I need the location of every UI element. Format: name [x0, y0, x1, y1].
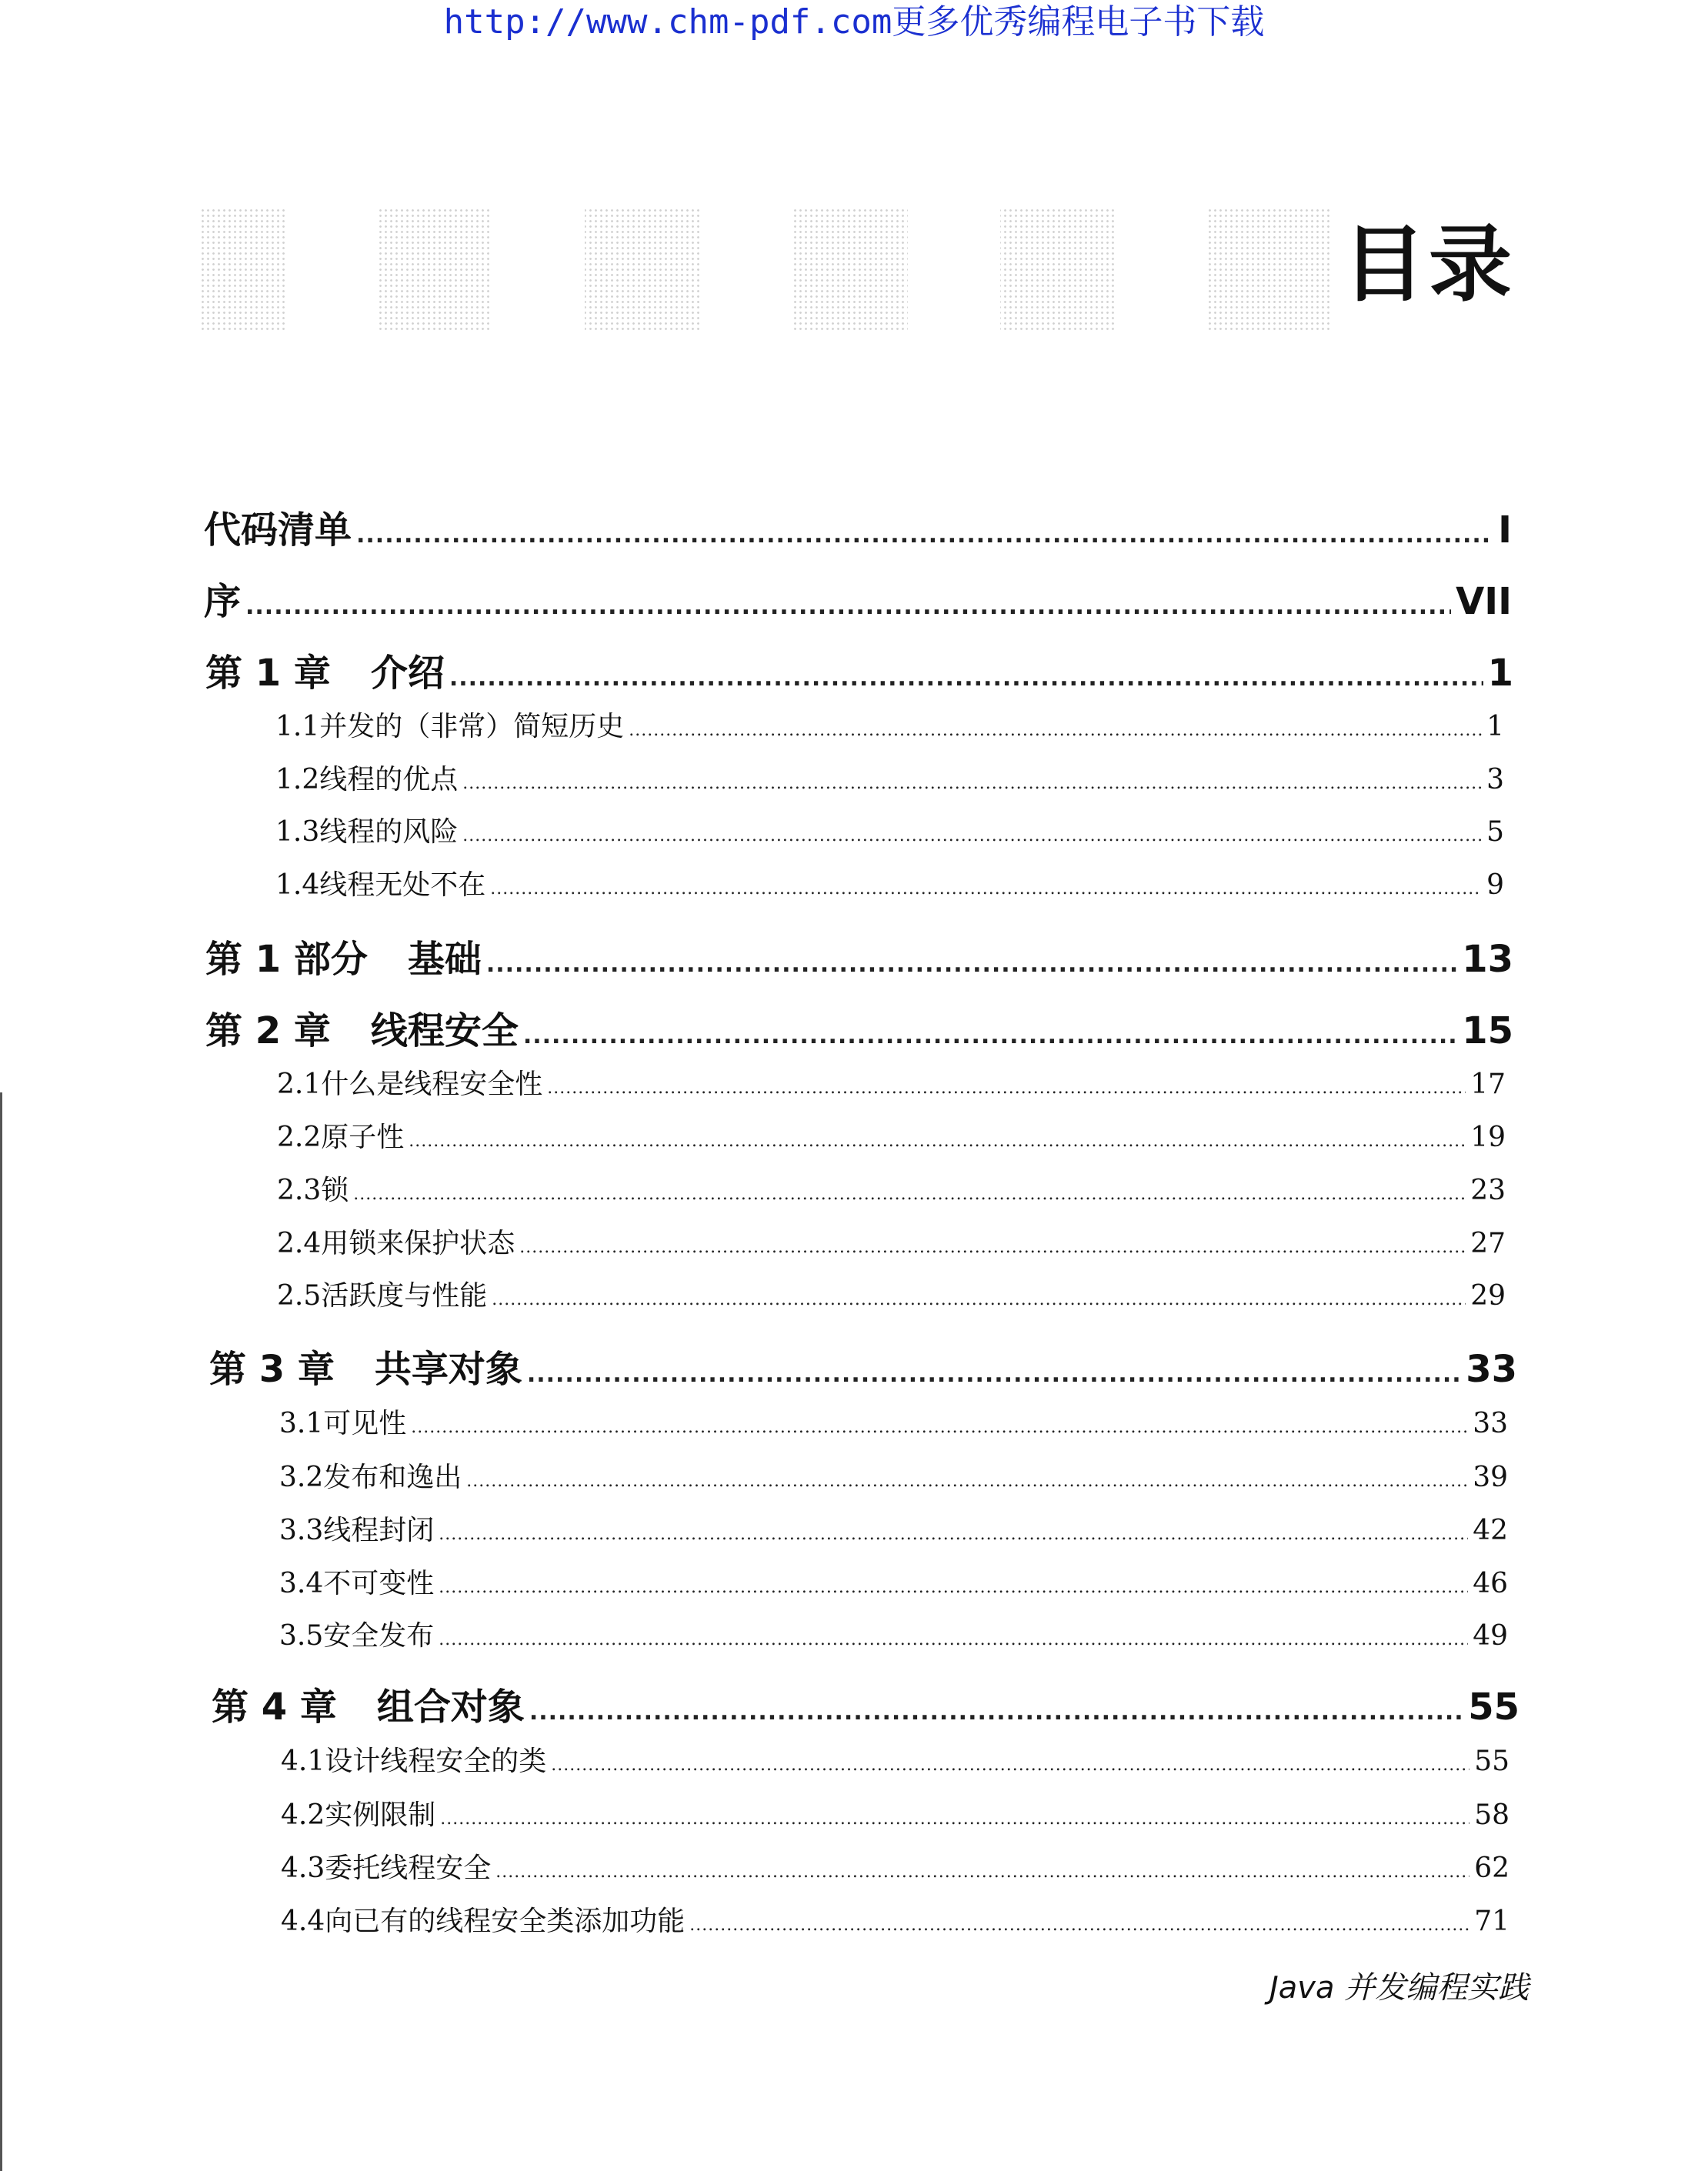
- toc-entry-page: 17: [1470, 1069, 1506, 1100]
- toc-entry-title: 介绍: [370, 652, 445, 695]
- toc-leader-dots: [439, 1630, 1468, 1649]
- toc-leader-dots: [492, 1290, 1466, 1309]
- toc-entry-chapter-1[interactable]: [205, 643, 1513, 694]
- toc-entry-preface[interactable]: [204, 572, 1512, 622]
- toc-leader-dots: [245, 593, 1451, 620]
- toc-entry-section-3-4[interactable]: [279, 1562, 1508, 1602]
- toc-entry-page: 9: [1486, 869, 1504, 901]
- toc-leader-dots: [486, 951, 1457, 978]
- toc-entry-chapter-2[interactable]: [205, 1001, 1513, 1052]
- toc-entry-title: 用锁来保护状态: [321, 1228, 515, 1259]
- toc-entry-section-2-4[interactable]: [277, 1222, 1506, 1262]
- toc-entry-title: 实例限制: [325, 1799, 436, 1831]
- footer-book-title: Java 并发编程实践: [1269, 1970, 1530, 2006]
- toc-leader-dots: [519, 1238, 1466, 1257]
- toc-entry-number: 4.2: [281, 1799, 325, 1831]
- toc-entry-number: 1.2: [275, 764, 320, 795]
- toc-entry-title: 并发的（非常）简短历史: [319, 711, 625, 742]
- toc-entry-page: 62: [1474, 1853, 1510, 1884]
- toc-entry-title: 线程的风险: [319, 816, 459, 848]
- toc-entry-number: 2.5: [277, 1280, 322, 1312]
- toc-entry-page: 1: [1486, 711, 1504, 742]
- toc-entry-number: 2.1: [277, 1069, 322, 1100]
- toc-entry-number: 1.3: [275, 816, 320, 848]
- toc-leader-dots: [449, 665, 1483, 692]
- toc-entry-section-3-2[interactable]: [279, 1456, 1508, 1496]
- toc-leader-dots: [439, 1525, 1468, 1544]
- toc-entry-page: 49: [1473, 1620, 1508, 1652]
- toc-leader-dots: [466, 1472, 1468, 1491]
- toc-entry-page: 58: [1474, 1799, 1510, 1831]
- toc-entry-title: 什么是线程安全性: [321, 1069, 543, 1100]
- toc-entry-number: 4.1: [281, 1746, 325, 1777]
- toc-entry-number: 第 2 章: [205, 1009, 331, 1052]
- toc-entry-title: 线程封闭: [323, 1515, 435, 1546]
- toc-entry-number: 1.4: [275, 869, 320, 901]
- toc-entry-page: 39: [1473, 1462, 1508, 1493]
- toc-leader-dots: [353, 1185, 1466, 1204]
- toc-entry-page: 19: [1470, 1122, 1506, 1153]
- toc-entry-page: 13: [1462, 938, 1513, 981]
- toc-entry-page: 46: [1473, 1568, 1508, 1599]
- toc-entry-title: 可见性: [323, 1408, 407, 1439]
- toc-entry-section-2-5[interactable]: [277, 1274, 1506, 1314]
- toc-entry-page: I: [1498, 509, 1512, 552]
- toc-entry-number: 3.3: [279, 1515, 324, 1546]
- toc-leader-dots: [462, 774, 1482, 793]
- toc-entry-title: 线程无处不在: [319, 869, 486, 901]
- toc-entry-page: 29: [1470, 1280, 1506, 1312]
- toc-entry-section-1-4[interactable]: [275, 863, 1504, 903]
- toc-entry-section-3-3[interactable]: [279, 1509, 1508, 1549]
- toc-entry-section-1-2[interactable]: [275, 758, 1504, 798]
- toc-entry-page: 33: [1473, 1408, 1508, 1439]
- toc-entry-page: 23: [1470, 1175, 1506, 1206]
- toc-entry-page: 42: [1473, 1515, 1508, 1546]
- toc-entry-title: 代码清单: [204, 509, 352, 552]
- header-link[interactable]: http://www.chm-pdf.com更多优秀编程电子书下载: [443, 2, 1265, 42]
- toc-entry-title: 不可变性: [323, 1568, 435, 1599]
- toc-leader-dots: [523, 1022, 1457, 1049]
- toc-leader-dots: [689, 1916, 1469, 1935]
- toc-entry-page: 27: [1470, 1228, 1506, 1259]
- toc-entry-number: 4.4: [281, 1906, 325, 1937]
- toc-leader-dots: [462, 826, 1482, 845]
- toc-entry-chapter-4[interactable]: [212, 1677, 1520, 1728]
- toc-leader-dots: [529, 1699, 1463, 1726]
- toc-entry-title: 委托线程安全: [325, 1853, 492, 1884]
- toc-entry-number: 3.1: [279, 1408, 324, 1439]
- toc-leader-dots: [440, 1809, 1469, 1829]
- toc-entry-title: 线程的优点: [319, 764, 459, 795]
- toc-entry-chapter-3[interactable]: [209, 1339, 1517, 1390]
- toc-entry-page: 3: [1486, 764, 1504, 795]
- toc-entry-section-2-3[interactable]: [277, 1169, 1506, 1209]
- toc-entry-page: 15: [1462, 1009, 1513, 1052]
- toc-entry-number: 第 3 章: [209, 1348, 335, 1391]
- toc-leader-dots: [490, 879, 1482, 899]
- toc-entry-section-4-1[interactable]: [281, 1739, 1510, 1779]
- toc-entry-number: 第 1 部分: [205, 938, 368, 981]
- toc-entry-title: 活跃度与性能: [321, 1280, 488, 1312]
- toc-entry-number: 2.3: [277, 1175, 322, 1206]
- toc-leader-dots: [495, 1863, 1469, 1882]
- toc-entry-number: 2.2: [277, 1122, 322, 1153]
- toc-entry-title: 设计线程安全的类: [325, 1746, 547, 1777]
- toc-entry-page: 1: [1487, 652, 1513, 695]
- toc-entry-title: 向已有的线程安全类添加功能: [325, 1906, 686, 1937]
- toc-leader-dots: [547, 1079, 1466, 1098]
- toc-entry-section-4-3[interactable]: [281, 1846, 1510, 1886]
- toc-entry-section-2-1[interactable]: [277, 1062, 1506, 1102]
- toc-entry-page: 5: [1486, 816, 1504, 848]
- toc-entry-section-4-2[interactable]: [281, 1793, 1510, 1833]
- toc-entry-title: 安全发布: [323, 1620, 435, 1652]
- toc-entry-number: 4.3: [281, 1853, 325, 1884]
- toc-entry-number: 3.4: [279, 1568, 324, 1599]
- toc-leader-dots: [629, 721, 1482, 740]
- toc-entry-number: 第 1 章: [205, 652, 331, 695]
- toc-entry-number: 3.5: [279, 1620, 324, 1652]
- toc-entry-number: 2.4: [277, 1228, 322, 1259]
- toc-entry-code-listings[interactable]: [204, 500, 1512, 551]
- toc-entry-title: 序: [204, 580, 242, 623]
- toc-entry-number: 1.1: [275, 711, 320, 742]
- toc-entry-section-2-2[interactable]: [277, 1116, 1506, 1156]
- toc-entry-page: 33: [1466, 1348, 1517, 1391]
- toc-leader-dots: [439, 1578, 1468, 1597]
- toc-entry-section-3-5[interactable]: [279, 1614, 1508, 1654]
- toc-entry-section-4-4[interactable]: [281, 1899, 1510, 1939]
- toc-entry-title: 共享对象: [374, 1348, 522, 1391]
- toc-entry-title: 基础: [407, 938, 482, 981]
- toc-entry-number: 3.2: [279, 1462, 324, 1493]
- toc-entry-title: 原子性: [321, 1122, 405, 1153]
- toc-entry-section-3-1[interactable]: [279, 1402, 1508, 1442]
- toc-leader-dots: [356, 522, 1493, 549]
- toc-entry-page: 55: [1468, 1686, 1520, 1729]
- toc-entry-title: 组合对象: [376, 1686, 525, 1729]
- toc-entry-page: 71: [1474, 1906, 1510, 1937]
- toc-leader-dots: [411, 1418, 1468, 1437]
- toc-leader-dots: [409, 1132, 1466, 1151]
- toc-entry-title: 发布和逸出: [323, 1462, 462, 1493]
- toc-entry-section-1-1[interactable]: [275, 705, 1504, 745]
- page-title: 目录: [1343, 217, 1516, 313]
- toc-entry-page: VII: [1456, 580, 1512, 623]
- toc-entry-part-1[interactable]: [205, 929, 1513, 980]
- toc-entry-title: 锁: [321, 1175, 349, 1206]
- toc-entry-title: 线程安全: [370, 1009, 519, 1052]
- toc-entry-page: 55: [1474, 1746, 1510, 1777]
- toc-entry-number: 第 4 章: [212, 1686, 337, 1729]
- toc-leader-dots: [551, 1756, 1469, 1775]
- toc-leader-dots: [527, 1361, 1461, 1388]
- toc-entry-section-1-3[interactable]: [275, 810, 1504, 850]
